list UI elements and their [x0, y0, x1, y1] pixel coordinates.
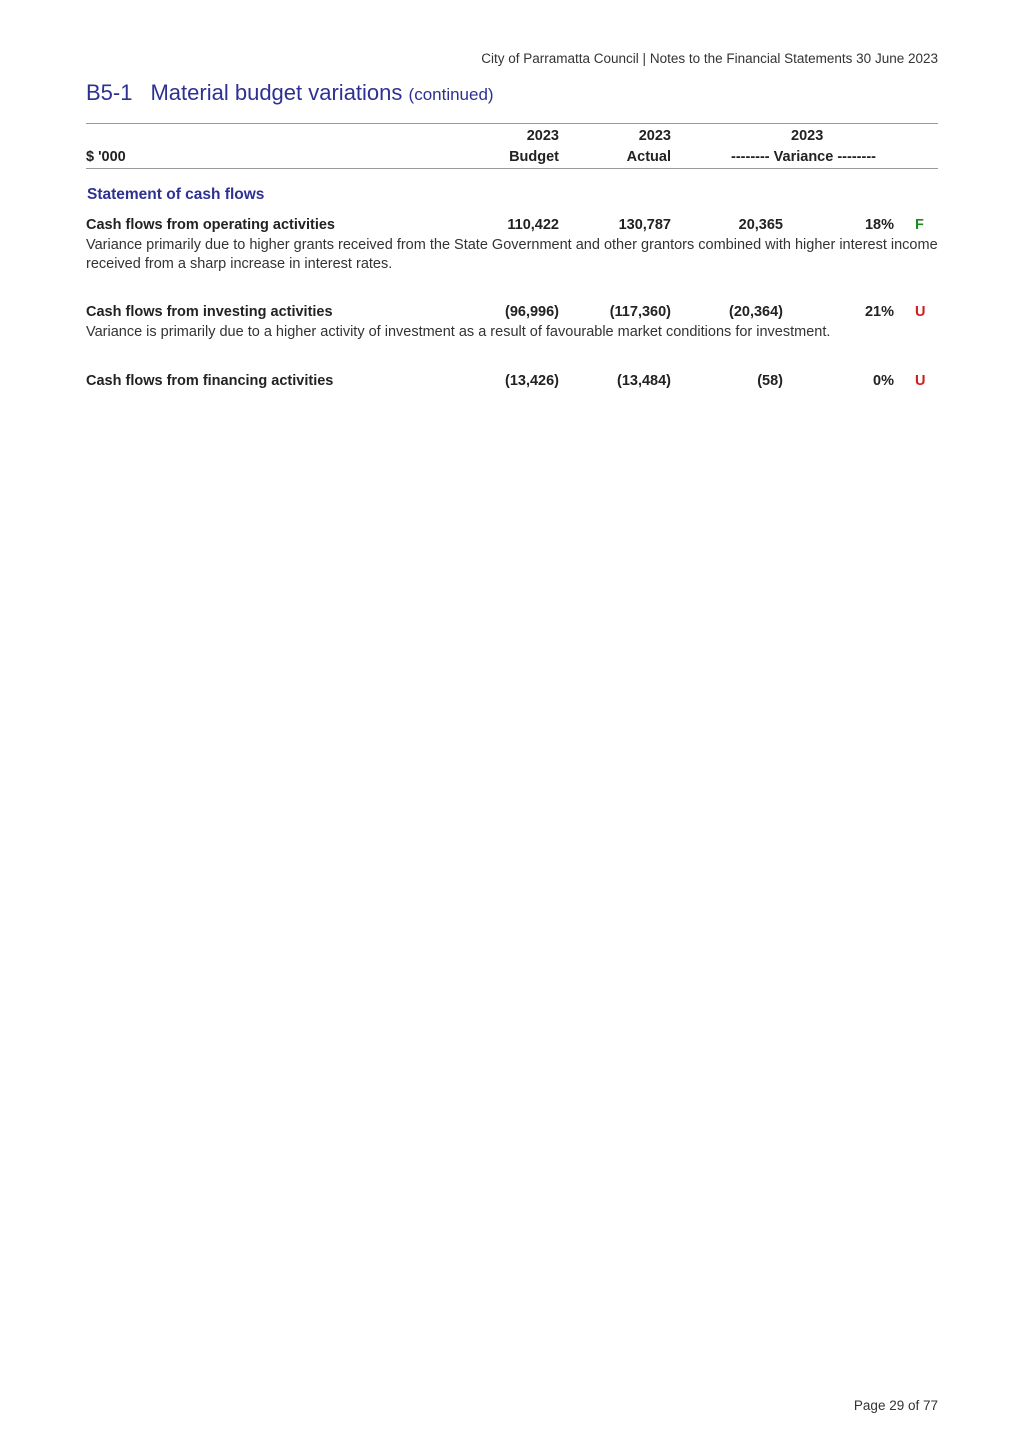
actual-value: 130,787 [618, 217, 671, 233]
variance-value: 20,365 [738, 217, 783, 233]
variance-percent: 18% [864, 217, 894, 233]
section-continued: (continued) [408, 85, 494, 104]
variance-year-header: 2023 [791, 128, 824, 144]
variance-column-header: -------- Variance -------- [731, 149, 876, 165]
budget-column-header: Budget [509, 149, 559, 165]
actual-value: (13,484) [616, 373, 671, 389]
budget-value: (96,996) [504, 304, 559, 320]
row-label: Cash flows from investing activities [86, 304, 333, 320]
budget-year-header: 2023 [526, 128, 559, 144]
actual-value: (117,360) [609, 304, 671, 320]
unfavourable-flag: U [915, 304, 926, 320]
actual-year-header: 2023 [638, 128, 671, 144]
table-row [86, 217, 938, 237]
table-row [86, 373, 938, 393]
variance-note: Variance primarily due to higher grants received from the State Government and other grantors combined with higher interest income received from a sharp increase in interest rates. [86, 237, 938, 272]
budget-value: (13,426) [504, 373, 559, 389]
row-label: Cash flows from financing activities [86, 373, 334, 389]
unit-label: $ '000 [86, 149, 126, 165]
section-title [86, 80, 494, 106]
section-title-text: Material budget variations [150, 80, 403, 105]
running-header: City of Parramatta Council | Notes to the Financial Statements 30 June 2023 [481, 51, 938, 66]
variance-value: (20,364) [728, 304, 783, 320]
variance-percent: 0% [873, 373, 894, 389]
row-label: Cash flows from operating activities [86, 217, 335, 233]
favourable-flag: F [915, 217, 924, 233]
variance-note: Variance is primarily due to a higher activity of investment as a result of favourable market conditions for investment. [86, 324, 831, 340]
variance-percent: 21% [864, 304, 894, 320]
unfavourable-flag: U [915, 373, 926, 389]
actual-column-header: Actual [626, 149, 671, 165]
statement-subheading: Statement of cash flows [87, 186, 265, 203]
budget-value: 110,422 [507, 217, 559, 233]
table-header [86, 123, 938, 169]
section-number: B5-1 [86, 80, 133, 105]
page-number: Page 29 of 77 [853, 1398, 938, 1413]
table-row [86, 304, 938, 324]
variance-value: (58) [757, 373, 783, 389]
